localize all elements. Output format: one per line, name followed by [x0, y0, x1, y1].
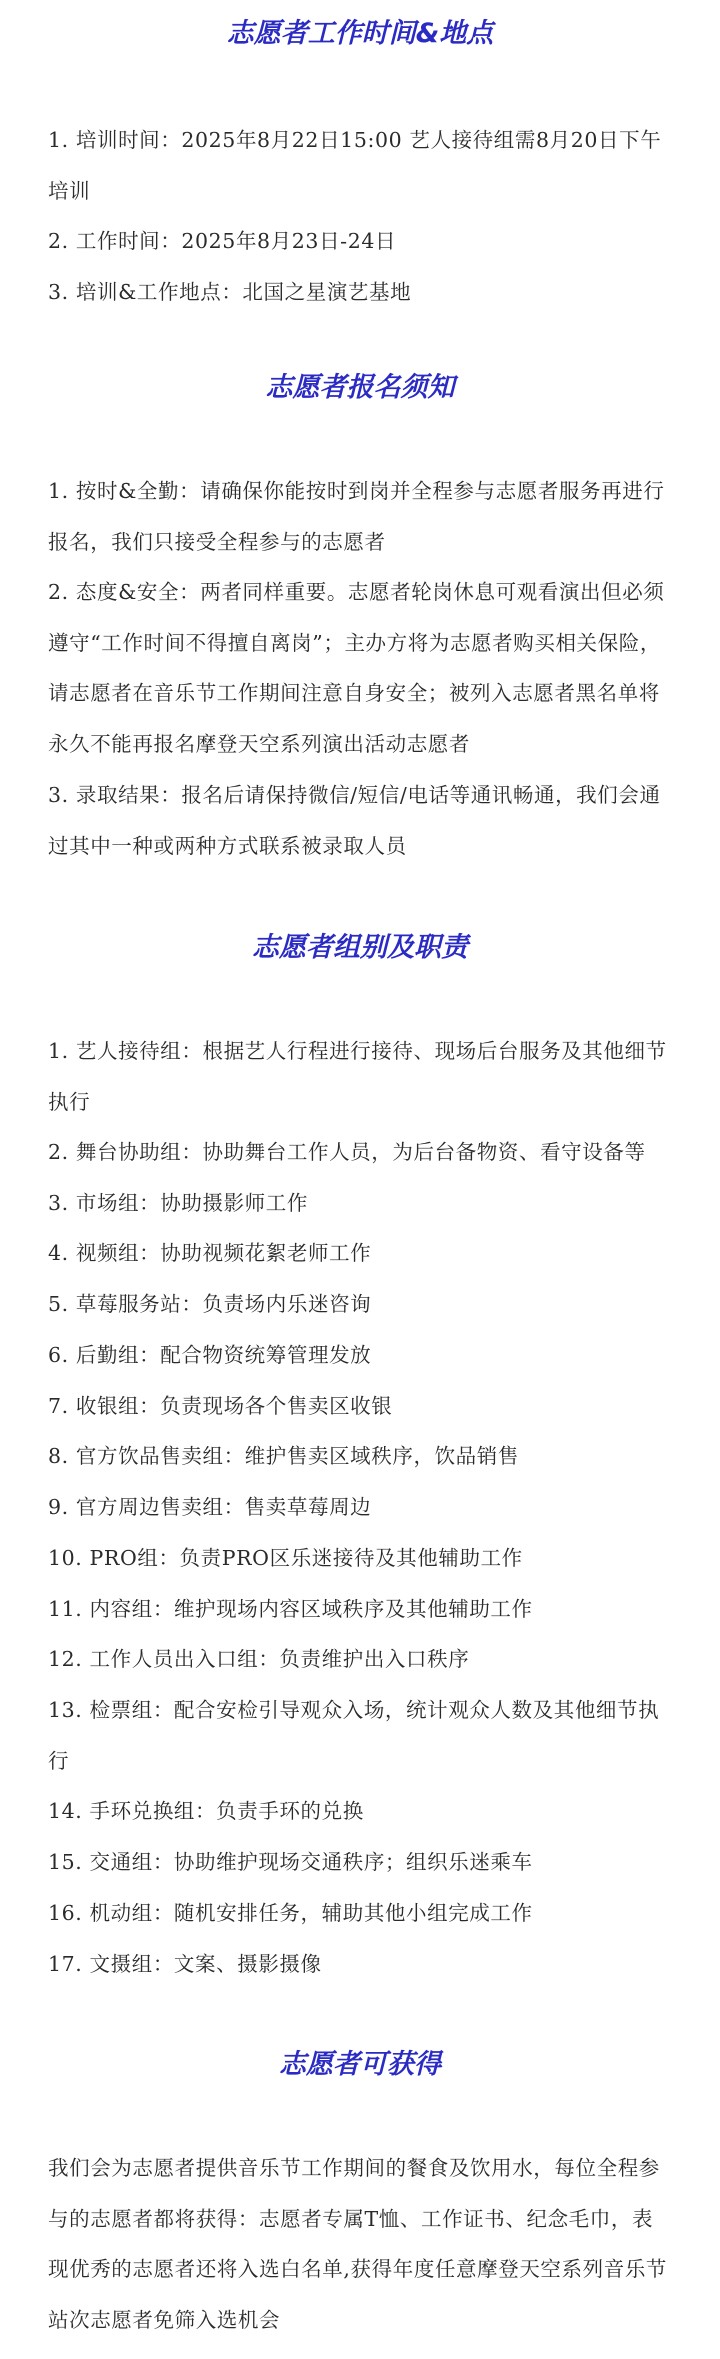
list-item: 1. 培训时间：2025年8月22日15:00 艺人接待组需8月20日下午培训: [48, 128, 662, 203]
list-item: 3. 录取结果：报名后请保持微信/短信/电话等通讯畅通，我们会通过其中一种或两种方式联系被录取人员: [48, 783, 661, 858]
list-item: 2. 舞台协助组：协助舞台工作人员，为后台备物资、看守设备等: [48, 1140, 646, 1164]
list-item: 3. 培训&工作地点：北国之星演艺基地: [48, 280, 412, 304]
section-title-groups-duties: 志愿者组别及职责: [252, 932, 468, 963]
list-item: 6. 后勤组：配合物资统筹管理发放: [48, 1343, 372, 1367]
list-item: 3. 市场组：协助摄影师工作: [48, 1191, 308, 1215]
section-title-volunteer-benefits: 志愿者可获得: [279, 2049, 441, 2080]
section-title-registration-notice: 志愿者报名须知: [265, 372, 455, 403]
list-item: 12. 工作人员出入口组：负责维护出入口秩序: [48, 1647, 470, 1671]
section-title-work-time-place: 志愿者工作时间&地点: [226, 18, 494, 49]
list-item: 5. 草莓服务站：负责场内乐迷咨询: [48, 1292, 372, 1316]
list-item: 15. 交通组：协助维护现场交通秩序；组织乐迷乘车: [48, 1850, 533, 1874]
list-item: 11. 内容组：维护现场内容区域秩序及其他辅助工作: [48, 1597, 533, 1621]
list-item: 14. 手环兑换组：负责手环的兑换: [48, 1799, 364, 1823]
list-item: 2. 工作时间：2025年8月23日-24日: [48, 229, 397, 253]
list-item: 7. 收银组：负责现场各个售卖区收银: [48, 1394, 393, 1418]
list-item: 4. 视频组：协助视频花絮老师工作: [48, 1241, 372, 1265]
list-item: 8. 官方饮品售卖组：维护售卖区域秩序，饮品销售: [48, 1444, 519, 1468]
list-item: 9. 官方周边售卖组：售卖草莓周边: [48, 1495, 372, 1519]
list-item: 2. 态度&安全：两者同样重要。志愿者轮岗休息可观看演出但必须遵守“工作时间不得擅自离岗”；主办方将为志愿者购买相关保险，请志愿者在音乐节工作期间注意自身安全；被列入志愿者黑名单将永久不能再报名摩登天空系列演出活动志愿者: [48, 580, 665, 757]
list-item: 10. PRO组：负责PRO区乐迷接待及其他辅助工作: [48, 1546, 523, 1570]
list-item: 16. 机动组：随机安排任务，辅助其他小组完成工作: [48, 1901, 533, 1925]
list-item: 17. 文摄组：文案、摄影摄像: [48, 1952, 322, 1976]
list-item: 1. 按时&全勤：请确保你能按时到岗并全程参与志愿者服务再进行报名，我们只接受全程参与的志愿者: [48, 479, 665, 554]
benefits-paragraph: 我们会为志愿者提供音乐节工作期间的餐食及饮用水，每位全程参与的志愿者都将获得：志愿者专属T恤、工作证书、纪念毛巾，表现优秀的志愿者还将入选白名单,获得年度任意摩登天空系列音乐节站次志愿者免筛入选机会: [48, 2156, 668, 2333]
list-item: 13. 检票组：配合安检引导观众入场，统计观众人数及其他细节执行: [48, 1698, 660, 1773]
list-item: 1. 艺人接待组：根据艺人行程进行接待、现场后台服务及其他细节执行: [48, 1039, 667, 1114]
